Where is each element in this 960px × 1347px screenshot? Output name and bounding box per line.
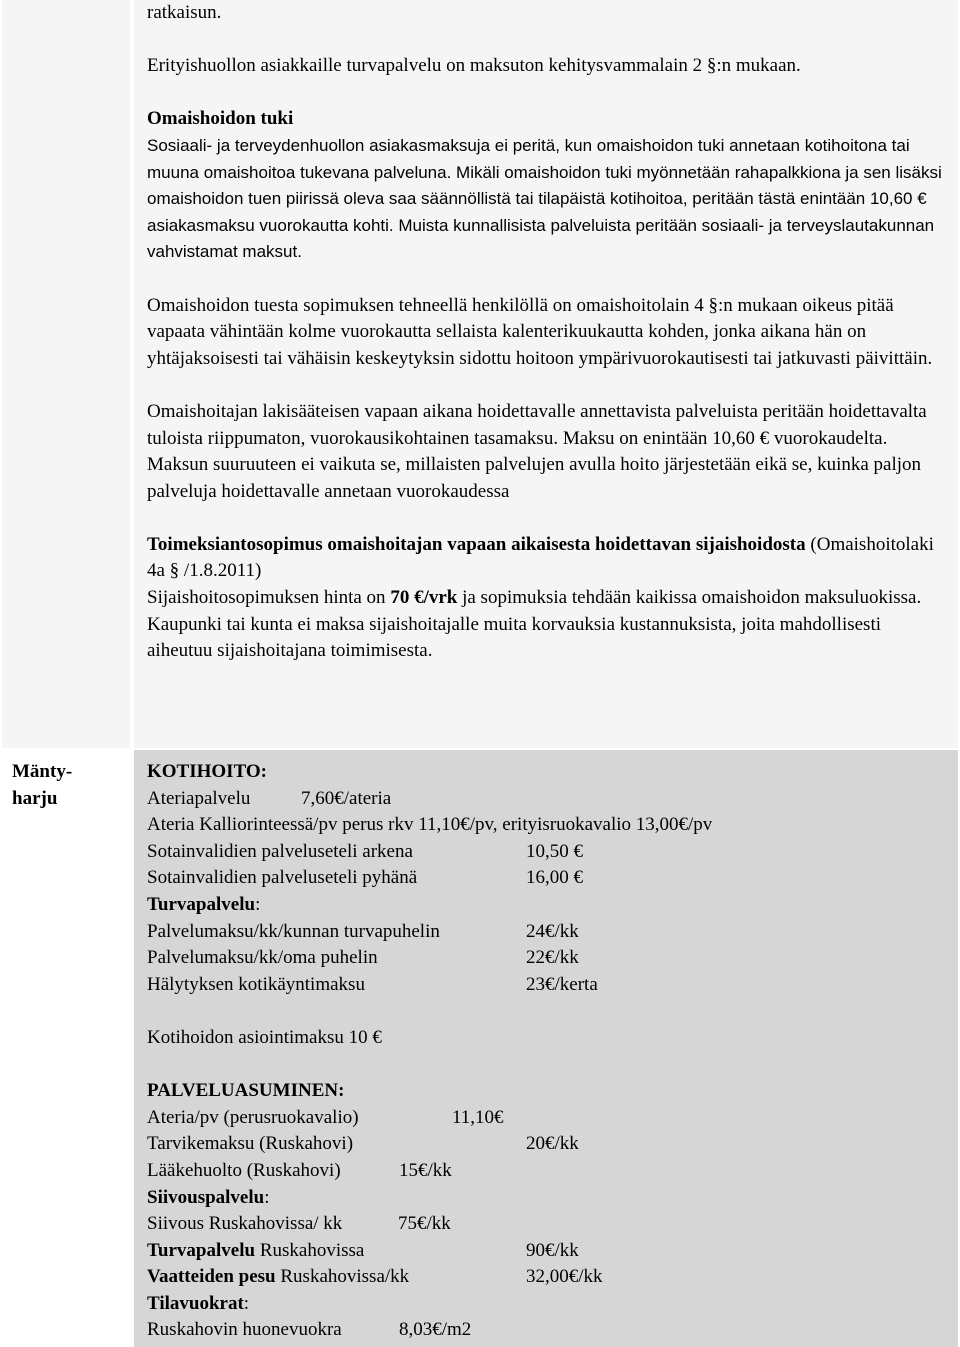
siivous-row <box>147 1211 946 1238</box>
municipality-name: Mänty- harju <box>12 761 73 809</box>
turva-oma-label: Palvelumaksu/kk/oma puhelin <box>147 947 378 969</box>
tilavuokrat-heading: Tilavuokrat <box>147 1292 244 1314</box>
tilavuokrat-colon: : <box>243 1292 250 1314</box>
siivous-label: Siivous Ruskahovissa/ kk <box>147 1213 343 1235</box>
sotainvalidi-pyhana-price: 16,00 € <box>526 867 583 889</box>
huonevuokra-price: 8,03€/m2 <box>399 1319 472 1341</box>
omaishoito-text-b: Mikäli omaishoidon tuki myönnetään rahapalkkiona ja sen lisäksi omaishoidon tuen piirissä oleva saa säännöllistä tai tilapäistä kotihoitoa, peritään tästä enintään 10,60 € asiakasmaksu vuorokautta kohti. <box>147 162 942 235</box>
huonevuokra-row <box>147 1317 946 1344</box>
ateriapalvelu-price: 7,60€/ateria <box>301 787 392 809</box>
vaatteiden-pesu-rest: Ruskahovissa/kk <box>275 1266 410 1288</box>
turva-ruskahovi-rest: Ruskahovissa <box>255 1239 365 1261</box>
sijais-text-pre: Sijaishoitosopimuksen hinta on <box>147 587 391 609</box>
halytys-price: 23€/kerta <box>526 973 598 995</box>
omaishoito-heading: Omaishoidon tuki <box>147 108 294 130</box>
fee-table-row-mantyharju <box>0 750 960 1347</box>
turvapalvelu-heading: Turvapalvelu <box>147 893 256 915</box>
vaatteiden-pesu-price: 32,00€/kk <box>526 1266 603 1288</box>
ateria-pv-label: Ateria/pv (perusruokavalio) <box>147 1106 359 1128</box>
municipality-cell-empty <box>2 0 130 748</box>
palveluasuminen-heading: PALVELUASUMINEN: <box>147 1080 345 1102</box>
paragraph-gap <box>147 505 946 532</box>
vaatteiden-pesu-label <box>147 1264 526 1291</box>
fees-cell-mantyharju <box>134 750 958 1347</box>
laakehuolto-label: Lääkehuolto (Ruskahovi) <box>147 1159 341 1181</box>
turva-ruskahovi-label <box>147 1238 526 1265</box>
turva-kunnan-label: Palvelumaksu/kk/kunnan turvapuhelin <box>147 920 440 942</box>
turva-oma-price: 22€/kk <box>526 947 579 969</box>
vaatteiden-pesu-bold: Vaatteiden pesu <box>147 1266 276 1288</box>
halytys-row <box>147 972 946 999</box>
special-care-text: Erityishuollon asiakkaille turvapalvelu on maksuton kehitysvammalain 2 §:n mukaan. <box>147 55 801 77</box>
laakehuolto-row <box>147 1158 946 1185</box>
turva-kunnan-price: 24€/kk <box>526 920 579 942</box>
toimeksianto-ref: (Omaishoitolaki 4a § /1.8.2011) <box>147 533 934 582</box>
huonevuokra-label: Ruskahovin huonevuokra <box>147 1319 342 1341</box>
paragraph-gap <box>147 372 946 399</box>
sotainvalidi-pyhana-row <box>147 865 946 892</box>
vapaa-maksu-text-a: Omaishoitajan lakisääteisen vapaan aikana hoidettavalle annettavista palveluista peritään hoidettavalta tuloista riippumaton, vuorokausikohtainen tasamaksu. Maksu on enintään 10,60 € vuorokaudelta. <box>147 400 927 449</box>
fees-content <box>147 0 946 665</box>
turva-ruskahovi-row <box>147 1238 946 1265</box>
sijais-text-post: ja sopimuksia tehdään kaikissa omaishoidon maksuluokissa. <box>457 587 922 609</box>
vapaa-maksu-paragraph <box>147 399 946 505</box>
vaatteiden-pesu-row <box>147 1264 946 1291</box>
omaishoito-text-a: Sosiaali- ja terveydenhuollon asiakasmaksuja ei peritä, kun omaishoidon tuki annetaan kotihoitona tai muuna omaishoitoa tukevana palveluna. <box>147 135 910 182</box>
ateria-pv-row <box>147 1105 946 1132</box>
tilavuokrat-heading-row <box>147 1291 946 1318</box>
siivous-heading: Siivouspalvelu <box>147 1186 265 1208</box>
halytys-label: Hälytyksen kotikäyntimaksu <box>147 973 365 995</box>
ateriapalvelu-label: Ateriapalvelu <box>147 787 251 809</box>
tarvikemaksu-row <box>147 1131 946 1158</box>
sijais-price: 70 €/vrk <box>390 587 458 609</box>
siivous-heading-row <box>147 1185 946 1212</box>
mantyharju-fees-content <box>147 759 946 1344</box>
toimeksianto-paragraph <box>147 532 946 665</box>
sotainvalidi-arkena-row <box>147 839 946 866</box>
kalliorinne-row: Ateria Kalliorinteessä/pv perus rkv 11,10€/pv, erityisruokavalio 13,00€/pv <box>147 814 713 836</box>
sotainvalidi-pyhana-label: Sotainvalidien palveluseteli pyhänä <box>147 867 418 889</box>
paragraph-gap <box>147 27 946 54</box>
vapaat-paragraph: Omaishoidon tuesta sopimuksen tehneellä henkilöllä on omaishoitolain 4 §:n mukaan oikeus pitää vapaata vähintään kolme vuorokautta sellaista kalenterikuukautta kohden, jonka aikana hän on yhtäjaksoisesti tai vähäisin keskeytyksin sidottu hoitoon ympärivuorokautisesti tai jatkuvasti päivittäin. <box>147 294 933 369</box>
ateria-pv-price: 11,10€ <box>452 1106 504 1128</box>
turva-ruskahovi-price: 90€/kk <box>526 1239 579 1261</box>
tarvikemaksu-price: 20€/kk <box>526 1133 579 1155</box>
sijais-text-2: Kaupunki tai kunta ei maksa sijaishoitajalle muita korvauksia kustannuksista, joita mahdollisesti aiheutuu sijaishoitajana toimimisesta. <box>147 613 882 662</box>
paragraph-gap <box>147 998 946 1025</box>
omaishoito-paragraph <box>147 106 946 266</box>
siivous-colon: : <box>264 1186 270 1208</box>
sotainvalidi-arkena-price: 10,50 € <box>526 840 583 862</box>
tarvikemaksu-label: Tarvikemaksu (Ruskahovi) <box>147 1133 354 1155</box>
turva-oma-row <box>147 945 946 972</box>
turva-ruskahovi-bold: Turvapalvelu <box>147 1239 256 1261</box>
siivous-price: 75€/kk <box>398 1213 451 1235</box>
vapaa-maksu-text-b: Maksun suuruuteen ei vaikuta se, millaisten palvelujen avulla hoito järjestetään eikä se, kuinka paljon palveluja hoidettavalle annetaan vuorokaudessa <box>147 454 922 502</box>
laakehuolto-price: 15€/kk <box>399 1159 452 1181</box>
continued-text: ratkaisun. <box>147 2 222 23</box>
ateriapalvelu-row <box>147 786 946 813</box>
paragraph-gap <box>147 266 946 293</box>
sotainvalidi-arkena-label: Sotainvalidien palveluseteli arkena <box>147 840 413 862</box>
kotihoito-heading: KOTIHOITO: <box>147 761 268 782</box>
asiointimaksu-row: Kotihoidon asiointimaksu 10 € <box>147 1026 382 1048</box>
toimeksianto-heading: Toimeksiantosopimus omaishoitajan vapaan aikaisesta hoidettavan sijaishoidosta <box>147 533 806 555</box>
turva-kunnan-row <box>147 919 946 946</box>
paragraph-gap <box>147 80 946 107</box>
turvapalvelu-heading-row <box>147 892 946 919</box>
omaishoito-text-c: Muista kunnallisista palveluista peritään sosiaali- ja terveyslautakunnan vahvistamat maksut. <box>147 215 935 262</box>
turvapalvelu-colon: : <box>255 893 261 915</box>
municipality-cell <box>2 750 130 1347</box>
paragraph-gap <box>147 1052 946 1079</box>
fees-cell-continued <box>134 0 958 748</box>
